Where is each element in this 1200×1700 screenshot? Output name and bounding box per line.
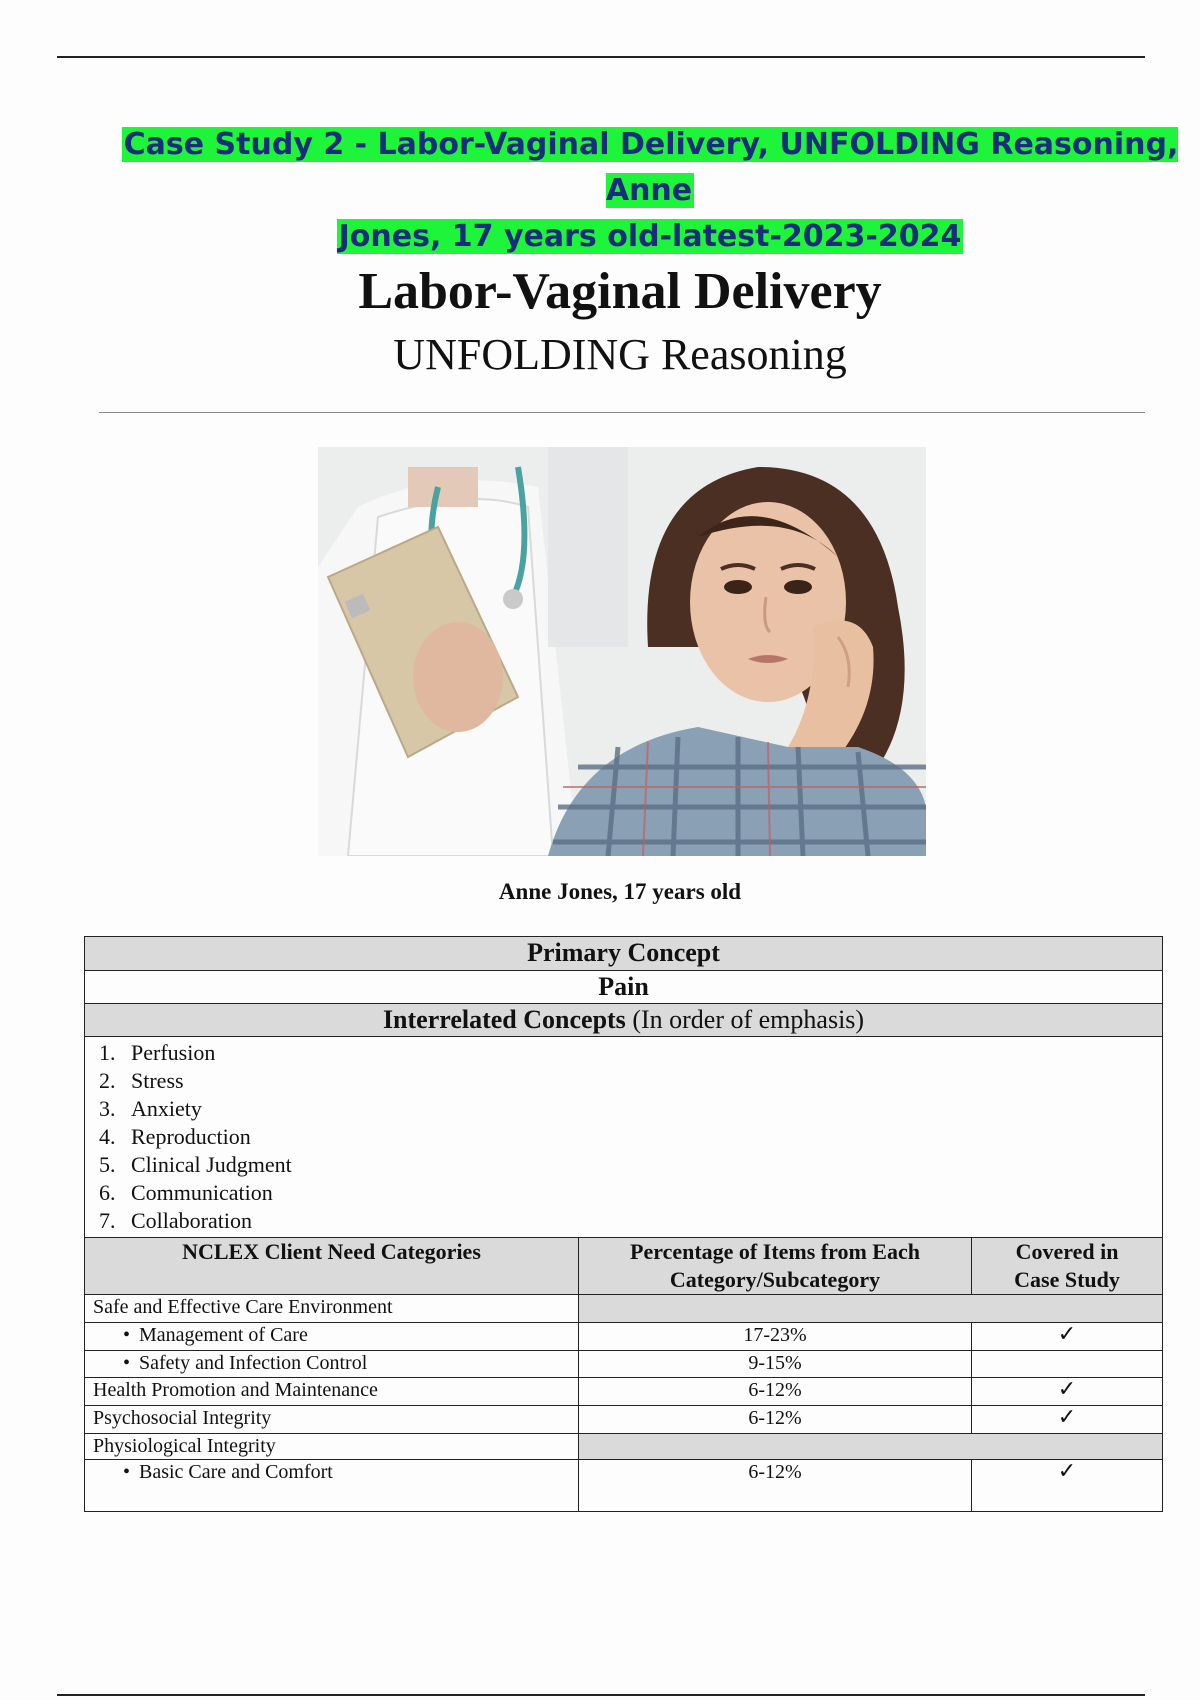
subcategory-row-label: [85, 1323, 579, 1351]
document-title: Labor-Vaginal Delivery: [358, 263, 882, 320]
percentage-header: [579, 1238, 972, 1295]
bottom-rule: [57, 1694, 1145, 1696]
title-divider: [99, 412, 1145, 413]
concept-item: 5. Clinical Judgment: [121, 1151, 1162, 1179]
interrelated-heading-text: Interrelated Concepts: [382, 1005, 626, 1034]
interrelated-concepts-heading: [85, 1004, 1163, 1037]
percentage-cell: 9-15%: [579, 1351, 972, 1378]
primary-concept-value: Pain: [85, 971, 1163, 1004]
interrelated-concepts-list: [85, 1037, 1163, 1238]
category-row-shaded: [579, 1295, 1163, 1323]
category-row-label: Health Promotion and Maintenance: [85, 1378, 579, 1406]
empty-covered-cell: [972, 1351, 1163, 1378]
concepts-table: [84, 936, 1163, 1512]
subcategory-row-label: [85, 1460, 579, 1512]
concept-item: 7. Collaboration: [121, 1207, 1162, 1235]
percentage-cell: 6-12%: [579, 1378, 972, 1406]
percentage-cell: 6-12%: [579, 1460, 972, 1512]
covered-header: [972, 1238, 1163, 1295]
banner-line-1: Case Study 2 - Labor-Vaginal Delivery, UNFOLDING Reasoning, Anne: [123, 127, 1179, 208]
checkmark-icon: ✓: [972, 1323, 1163, 1351]
bullet-icon: •: [123, 1324, 131, 1346]
bullet-icon: •: [123, 1352, 131, 1374]
category-row-shaded: [579, 1434, 1163, 1460]
patient-photo: [318, 447, 926, 856]
primary-concept-heading: Primary Concept: [85, 937, 1163, 971]
document-subtitle: UNFOLDING Reasoning: [393, 330, 847, 379]
nclex-category-header: NCLEX Client Need Categories: [85, 1238, 579, 1295]
case-study-banner: [100, 122, 1200, 260]
percentage-cell: 6-12%: [579, 1406, 972, 1434]
percentage-header-line-2: Category/Subcategory: [669, 1267, 881, 1292]
category-row-label: Safe and Effective Care Environment: [85, 1295, 579, 1323]
concept-item: 1. Perfusion: [121, 1039, 1162, 1067]
category-row-label: Psychosocial Integrity: [85, 1406, 579, 1434]
banner-line-2: Jones, 17 years old-latest-2023-2024: [338, 219, 962, 254]
checkmark-icon: ✓: [972, 1406, 1163, 1434]
concept-item: 4. Reproduction: [121, 1123, 1162, 1151]
photo-caption: Anne Jones, 17 years old: [498, 879, 742, 904]
covered-header-line-2: Case Study: [1014, 1267, 1120, 1292]
bullet-icon: •: [123, 1461, 131, 1483]
concept-item: 3. Anxiety: [121, 1095, 1162, 1123]
subcategory-label: Management of Care: [139, 1324, 308, 1346]
category-row-label: Physiological Integrity: [85, 1434, 579, 1460]
subcategory-label: Basic Care and Comfort: [139, 1461, 333, 1483]
checkmark-icon: ✓: [972, 1378, 1163, 1406]
percentage-cell: 17-23%: [579, 1323, 972, 1351]
subcategory-row-label: [85, 1351, 579, 1378]
percentage-header-line-1: Percentage of Items from Each: [630, 1239, 920, 1264]
checkmark-icon: ✓: [972, 1460, 1163, 1512]
concept-item: 6. Communication: [121, 1179, 1162, 1207]
concept-item: 2. Stress: [121, 1067, 1162, 1095]
covered-header-line-1: Covered in: [1015, 1239, 1119, 1264]
interrelated-note: (In order of emphasis): [632, 1005, 865, 1034]
subcategory-label: Safety and Infection Control: [139, 1352, 368, 1374]
top-rule: [57, 56, 1145, 58]
